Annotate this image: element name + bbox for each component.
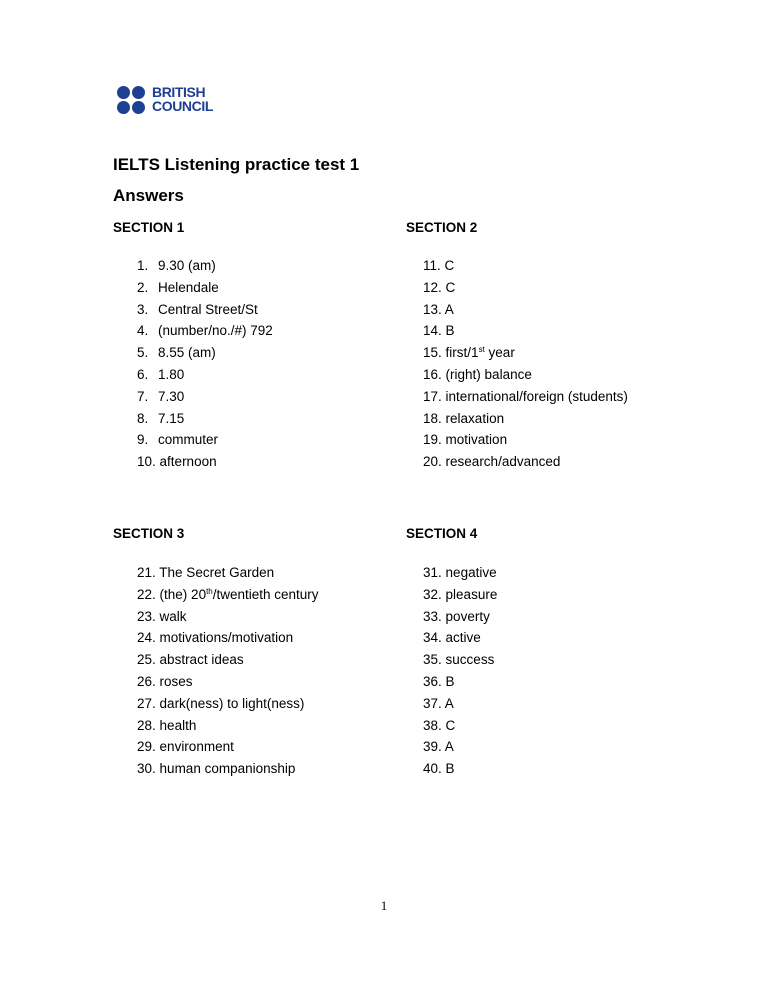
list-item: 10. afternoon — [137, 454, 217, 470]
list-item: 32. pleasure — [423, 586, 498, 602]
page-number: 1 — [380, 898, 388, 913]
list-item: 40. B — [423, 761, 455, 777]
list-item: 2. Helendale — [137, 279, 219, 295]
list-item: 25. abstract ideas — [137, 652, 244, 668]
page-title: IELTS Listening practice test 1 — [113, 155, 360, 174]
list-item: 36. B — [423, 673, 455, 689]
list-item: 1. 9.30 (am) — [137, 258, 216, 273]
list-item: 39. A — [423, 739, 454, 755]
list-item: 24. motivations/motivation — [137, 630, 294, 646]
list-item: 30. human companionship — [137, 761, 296, 777]
list-item: 21. The Secret Garden — [137, 565, 275, 580]
list-item: 19. motivation — [423, 432, 508, 448]
list-item: 23. walk — [137, 608, 187, 624]
list-item: 8. 7.15 — [137, 410, 185, 426]
section-1-heading: SECTION 1 — [113, 220, 185, 235]
list-item: 34. active — [423, 630, 481, 646]
list-item: 6. 1.80 — [137, 366, 185, 382]
list-item: 27. dark(ness) to light(ness) — [137, 695, 305, 711]
list-item: 5. 8.55 (am) — [137, 345, 216, 361]
list-item: 37. A — [423, 695, 454, 711]
section-4-answers — [423, 562, 497, 780]
section-2-heading: SECTION 2 — [406, 220, 478, 235]
list-item: 26. roses — [137, 673, 193, 689]
section-1-answers — [137, 255, 273, 473]
section-3-heading: SECTION 3 — [113, 526, 185, 541]
list-item: 20. research/advanced — [423, 454, 561, 470]
list-item: 3. Central Street/St — [137, 301, 258, 317]
list-item: 4. (number/no./#) 792 — [137, 323, 273, 339]
list-item: 29. environment — [137, 739, 234, 755]
list-item: 31. negative — [423, 565, 497, 580]
list-item: 35. success — [423, 652, 495, 668]
list-item: 22. (the) 20th/twentieth century — [137, 586, 319, 602]
list-item: 17. international/foreign (students) — [423, 388, 628, 404]
british-council-logo — [117, 85, 227, 115]
list-item: 15. first/1st year — [423, 345, 515, 361]
section-3-answers — [137, 562, 319, 780]
page-subtitle: Answers — [113, 186, 184, 205]
logo-wordmark: BRITISH COUNCIL — [152, 84, 213, 114]
section-4-heading: SECTION 4 — [406, 526, 478, 541]
list-item: 28. health — [137, 717, 197, 733]
list-item: 14. B — [423, 323, 455, 339]
logo-dots-icon — [117, 86, 149, 114]
list-item: 38. C — [423, 717, 456, 733]
list-item: 7. 7.30 — [137, 388, 185, 404]
section-2-answers — [423, 255, 628, 473]
list-item: 12. C — [423, 279, 456, 295]
list-item: 18. relaxation — [423, 410, 505, 426]
list-item: 9. commuter — [137, 432, 219, 448]
list-item: 11. C — [423, 258, 455, 273]
list-item: 16. (right) balance — [423, 366, 532, 382]
list-item: 13. A — [423, 301, 454, 317]
list-item: 33. poverty — [423, 608, 490, 624]
